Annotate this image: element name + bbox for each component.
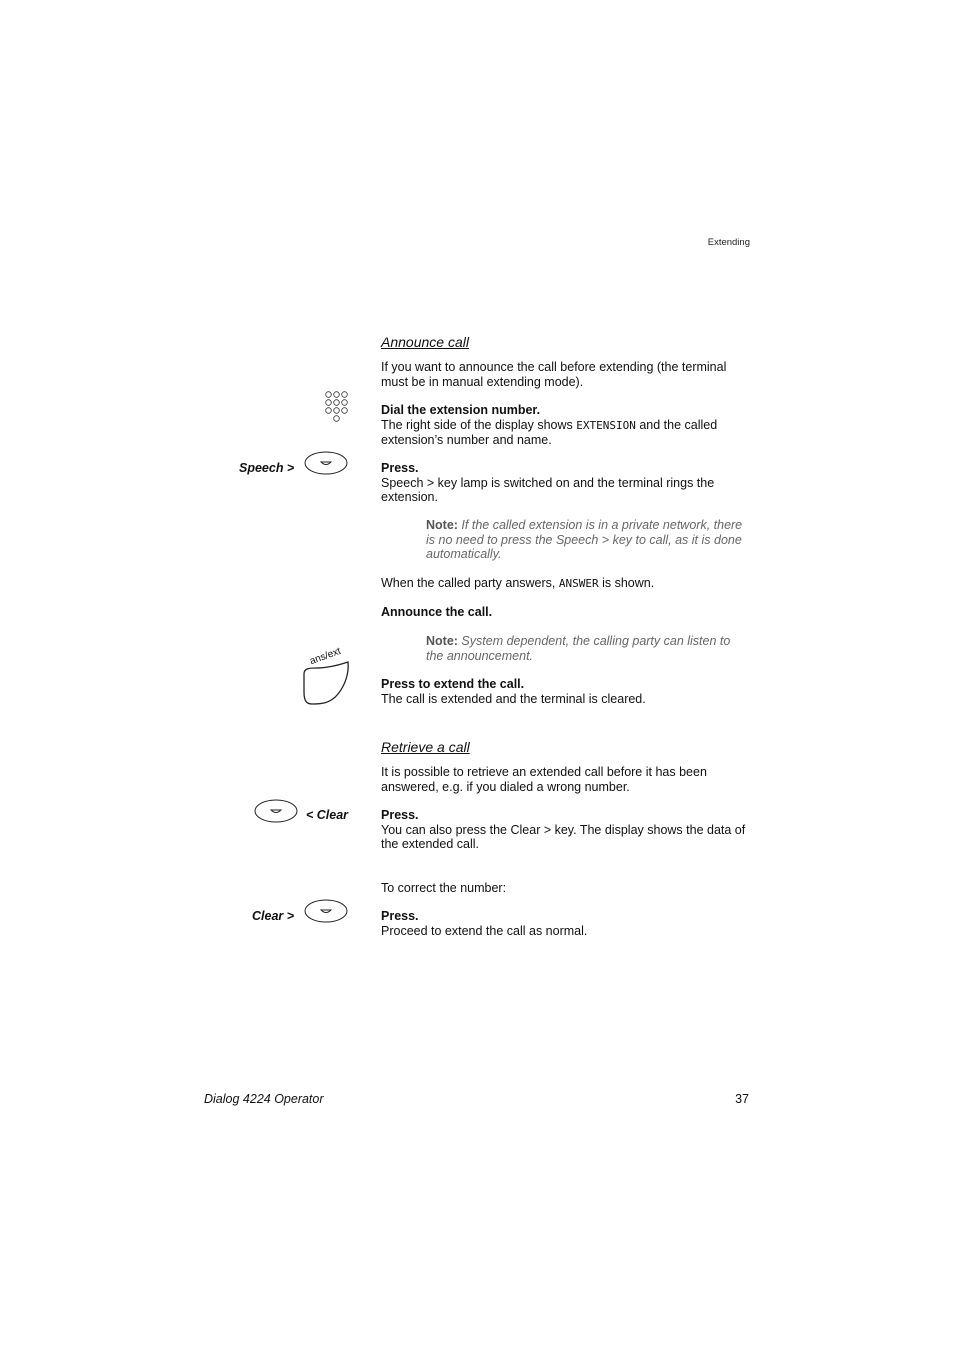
answer-shown-text xyxy=(381,576,751,592)
clear-right-key-icon[interactable] xyxy=(304,899,348,923)
dial-text-post: and the called extension’s number and name. xyxy=(381,417,718,447)
press2-title: Press. xyxy=(381,808,419,822)
press-clear-instruction xyxy=(381,808,751,852)
speech-key-label: Speech > xyxy=(239,461,295,475)
extend-title: Press to extend the call. xyxy=(381,677,525,691)
press1-text: Speech > key lamp is switched on and the terminal rings the extension. xyxy=(381,475,715,504)
dial-instruction xyxy=(381,403,751,448)
section-title-retrieve-call: Retrieve a call xyxy=(381,739,470,755)
display-answer: ANSWER xyxy=(558,577,599,590)
note-system-dependent xyxy=(426,634,748,663)
note-private-network xyxy=(426,518,748,562)
ans-ext-key-icon[interactable] xyxy=(302,662,350,706)
dial-title: Dial the extension number. xyxy=(381,403,541,417)
answer-post: is shown. xyxy=(598,576,655,590)
press3-text: Proceed to extend the call as normal. xyxy=(381,923,588,938)
note2-label: Note: xyxy=(426,634,458,648)
clear-left-key-label: < Clear xyxy=(306,808,349,822)
dial-text xyxy=(381,418,751,448)
announce-the-call: Announce the call. xyxy=(381,605,493,619)
keypad-icon xyxy=(325,391,351,425)
note1-text: If the called extension is in a private network, there is no need to press the Speech > key to call, as it is done automatically. xyxy=(426,518,743,561)
note1-label: Note: xyxy=(426,518,458,532)
page-number: 37 xyxy=(735,1092,749,1106)
press-clear-right-instruction xyxy=(381,909,751,938)
footer-product-name: Dialog 4224 Operator xyxy=(204,1092,324,1106)
press3-title: Press. xyxy=(381,909,419,923)
press2-text: You can also press the Clear > key. The display shows the data of the extended call. xyxy=(381,822,746,851)
correct-number-text: To correct the number: xyxy=(381,881,507,895)
section-title-announce-call: Announce call xyxy=(381,334,469,350)
speech-key-icon[interactable] xyxy=(304,451,348,475)
answer-pre: When the called party answers, xyxy=(381,576,559,590)
running-header: Extending xyxy=(707,237,750,248)
press-speech-instruction xyxy=(381,461,751,505)
clear-right-key-label: Clear > xyxy=(252,909,295,923)
display-extension: EXTENSION xyxy=(576,418,636,432)
retrieve-intro: It is possible to retrieve an extended call before it has been answered, e.g. if you dialed a wrong number. xyxy=(381,765,707,794)
ans-ext-key-label: ans/ext xyxy=(308,645,343,668)
clear-left-key-icon[interactable] xyxy=(254,799,298,823)
press1-title: Press. xyxy=(381,461,419,475)
announce-intro: If you want to announce the call before extending (the terminal must be in manual extending mode). xyxy=(381,360,727,389)
dial-text-pre: The right side of the display shows xyxy=(381,417,577,432)
extend-text: The call is extended and the terminal is cleared. xyxy=(381,691,646,706)
note2-text: System dependent, the calling party can listen to the announcement. xyxy=(426,634,731,663)
extend-instruction xyxy=(381,677,751,706)
